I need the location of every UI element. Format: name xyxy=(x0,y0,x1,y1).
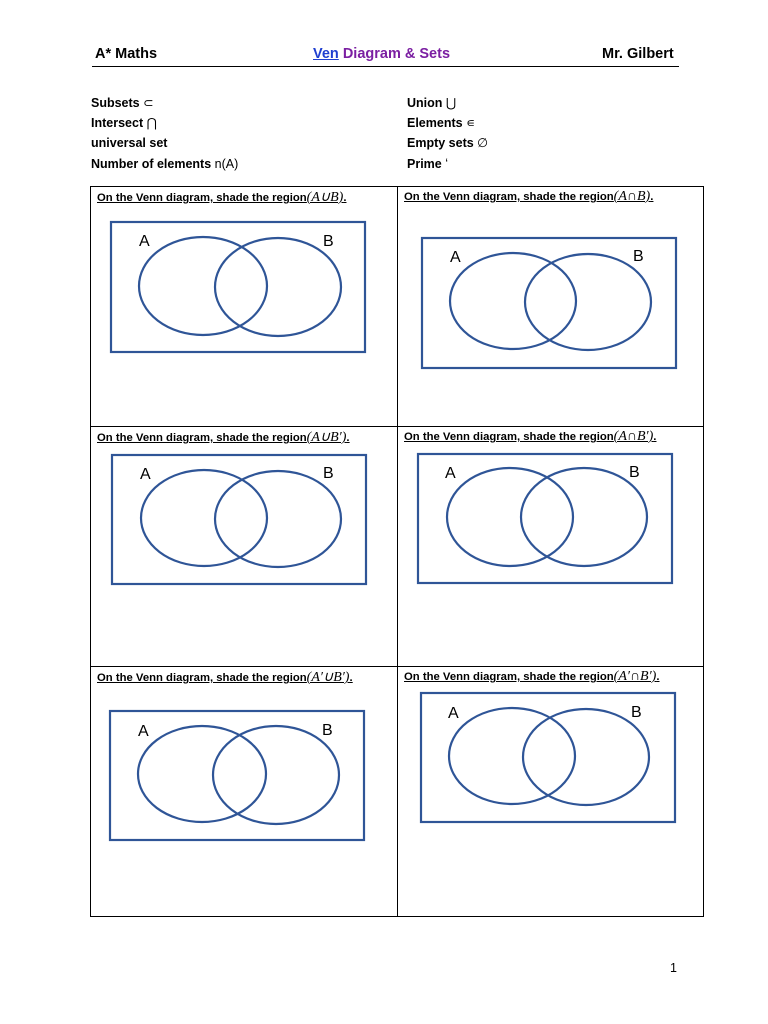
set-b-label: B xyxy=(322,722,333,739)
teacher-name: Mr. Gilbert xyxy=(602,46,674,62)
legend-item-universal xyxy=(91,133,238,153)
symbol-legend-right xyxy=(407,93,488,174)
legend-label: Subsets xyxy=(91,96,140,110)
trailing-mark: . xyxy=(343,192,347,204)
legend-label: Number of elements xyxy=(91,156,212,171)
instruction-text: On the Venn diagram, shade the region xyxy=(97,192,307,204)
legend-item-subsets xyxy=(91,93,238,113)
legend-symbol: ʻ xyxy=(441,156,448,171)
title-rest: Diagram & Sets xyxy=(338,46,451,62)
set-b-label: B xyxy=(629,464,640,481)
legend-item-count xyxy=(91,154,238,174)
set-b-label: B xyxy=(633,248,644,265)
legend-symbol: ⊂ xyxy=(139,96,154,110)
instruction-text: On the Venn diagram, shade the region xyxy=(404,191,614,203)
course-name: A* Maths xyxy=(95,46,158,62)
trailing-mark: . xyxy=(653,431,657,443)
legend-item-intersect xyxy=(91,113,238,133)
set-a-label: A xyxy=(140,466,151,483)
set-expression: (A∪B′) xyxy=(306,430,347,445)
set-a-label: A xyxy=(139,233,150,250)
trailing-mark: . xyxy=(650,191,654,203)
set-expression: (A′∪B′) xyxy=(306,670,350,685)
set-a-label: A xyxy=(450,249,461,266)
legend-symbol: ⋂ xyxy=(143,116,157,131)
legend-label: Empty sets xyxy=(407,136,474,151)
instruction-text: On the Venn diagram, shade the region xyxy=(404,671,614,683)
legend-symbol: ∅ xyxy=(473,136,489,151)
page-number: 1 xyxy=(670,961,677,975)
set-expression: (A′∩B′) xyxy=(613,669,657,684)
symbol-legend-left xyxy=(91,93,238,174)
legend-symbol: n(A) xyxy=(211,156,239,171)
set-expression: (A∩B) xyxy=(613,189,651,204)
legend-item-elements xyxy=(407,113,488,133)
set-expression: (A∩B′) xyxy=(613,429,654,444)
legend-symbol: ∊ xyxy=(462,116,476,131)
problem-grid xyxy=(90,186,704,917)
legend-item-prime xyxy=(407,154,488,174)
legend-item-union xyxy=(407,93,488,113)
set-b-label: B xyxy=(323,465,334,482)
legend-label: Intersect xyxy=(91,116,144,131)
set-b-label: B xyxy=(323,233,334,250)
set-b-label: B xyxy=(631,704,642,721)
instruction-text: On the Venn diagram, shade the region xyxy=(97,432,307,444)
legend-label: Prime xyxy=(407,156,442,171)
instruction-text: On the Venn diagram, shade the region xyxy=(404,431,614,443)
set-a-label: A xyxy=(448,705,459,722)
instruction-text: On the Venn diagram, shade the region xyxy=(97,672,307,684)
set-a-label: A xyxy=(445,465,456,482)
header-rule xyxy=(92,66,679,67)
legend-item-empty xyxy=(407,133,488,153)
legend-symbol: ⋃ xyxy=(442,96,457,110)
page-title xyxy=(313,46,450,62)
legend-label: Union xyxy=(407,96,443,110)
trailing-mark: . xyxy=(656,671,660,683)
legend-label: Elements xyxy=(407,116,463,131)
set-a-circle[interactable] xyxy=(449,708,575,804)
trailing-mark: . xyxy=(349,672,353,684)
trailing-mark: . xyxy=(346,432,350,444)
venn-diagram-6[interactable] xyxy=(91,187,703,916)
title-link[interactable]: Ven xyxy=(313,46,339,62)
set-a-label: A xyxy=(138,723,149,740)
set-expression: (A∪B) xyxy=(306,190,344,205)
set-b-circle[interactable] xyxy=(523,709,649,805)
legend-label: universal set xyxy=(91,136,168,151)
